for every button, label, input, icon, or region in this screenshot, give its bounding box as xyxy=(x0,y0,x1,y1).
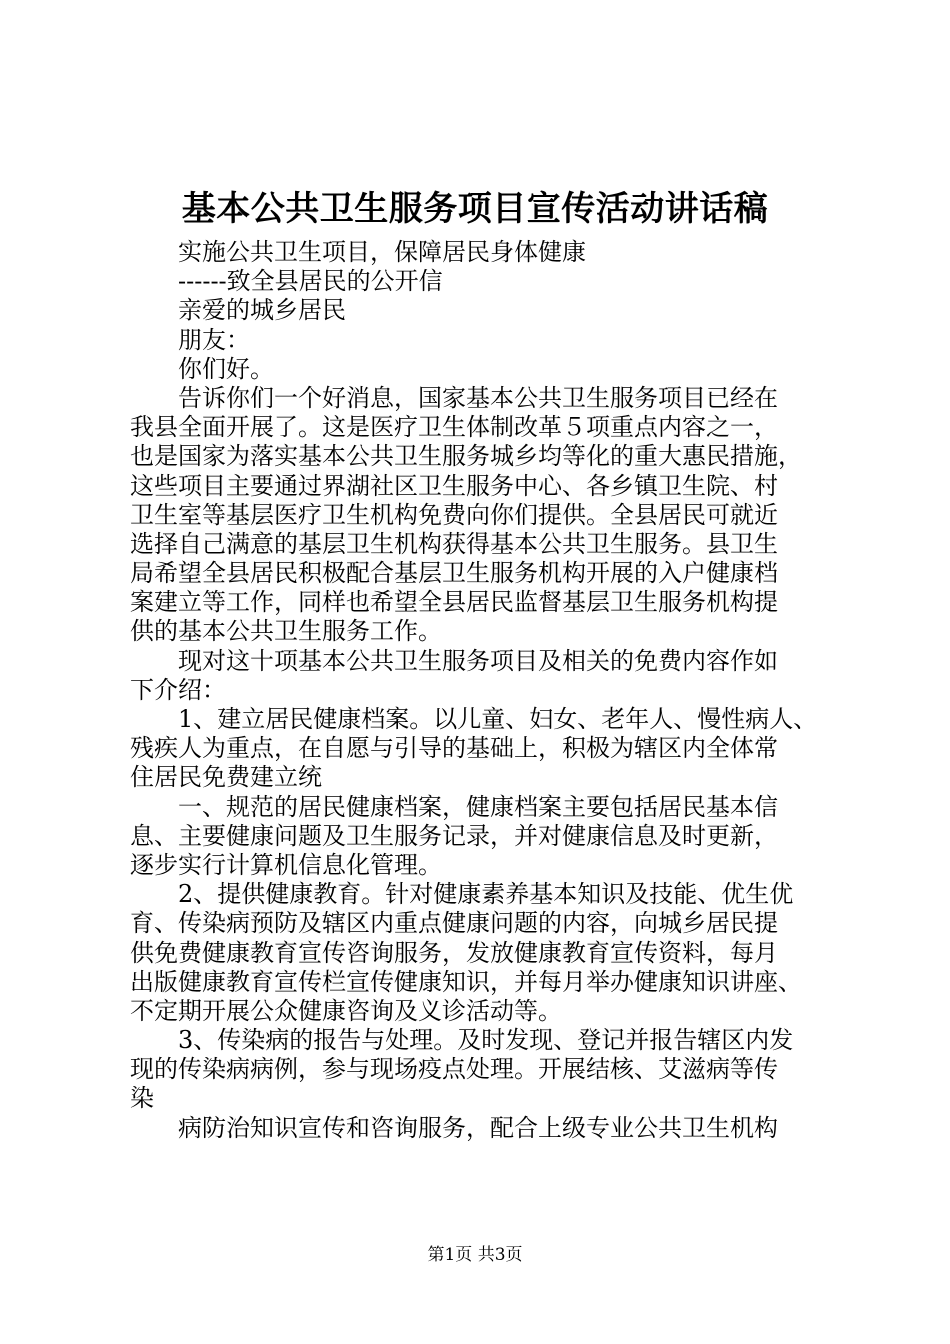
paragraph-line: 选择自己满意的基层卫生机构获得基本公共卫生服务。县卫生 xyxy=(130,529,778,558)
paragraph-line: 住居民免费建立统 xyxy=(130,763,322,792)
paragraph-line: 供的基本公共卫生服务工作。 xyxy=(130,617,442,646)
paragraph-line: 逐步实行计算机信息化管理。 xyxy=(130,850,442,879)
page-footer: 第1页 共3页 xyxy=(427,1245,523,1265)
subtitle-line: 实施公共卫生项目，保障居民身体健康 xyxy=(178,238,586,266)
paragraph-line: 供免费健康教育宣传咨询服务，发放健康教育宣传资料，每月 xyxy=(130,938,778,967)
document-body xyxy=(130,238,830,1143)
paragraph-line: 案建立等工作，同样也希望全县居民监督基层卫生服务机构提 xyxy=(130,588,778,617)
paragraph-line: 残疾人为重点，在自愿与引导的基础上，积极为辖区内全体常 xyxy=(130,734,778,763)
document-title: 基本公共卫生服务项目宣传活动讲话稿 xyxy=(181,189,769,229)
paragraph-line: 2、提供健康教育。针对健康素养基本知识及技能、优生优 xyxy=(178,880,794,909)
paragraph-line: 告诉你们一个好消息，国家基本公共卫生服务项目已经在 xyxy=(178,383,778,412)
paragraph-line: 我县全面开展了。这是医疗卫生体制改革５项重点内容之一， xyxy=(130,413,778,442)
paragraph-line: 出版健康教育宣传栏宣传健康知识，并每月举办健康知识讲座、 xyxy=(130,967,802,996)
paragraph-line: 不定期开展公众健康咨询及义诊活动等。 xyxy=(130,996,562,1025)
paragraph-line: 局希望全县居民积极配合基层卫生服务机构开展的入户健康档 xyxy=(130,559,778,588)
paragraph-line: 育、传染病预防及辖区内重点健康问题的内容，向城乡居民提 xyxy=(130,909,778,938)
paragraph-line: 卫生室等基层医疗卫生机构免费向你们提供。全县居民可就近 xyxy=(130,500,778,529)
paragraph-line: 息、主要健康问题及卫生服务记录，并对健康信息及时更新， xyxy=(130,821,778,850)
paragraph-line: 一、规范的居民健康档案，健康档案主要包括居民基本信 xyxy=(178,792,778,821)
paragraph-line: 现对这十项基本公共卫生服务项目及相关的免费内容作如 xyxy=(178,646,778,675)
salutation-line: 亲爱的城乡居民 xyxy=(178,296,346,325)
subtitle-line: ------致全县居民的公开信 xyxy=(178,267,443,296)
paragraph-line: 病防治知识宣传和咨询服务，配合上级专业公共卫生机构 xyxy=(178,1113,778,1142)
paragraph-line: 3、传染病的报告与处理。及时发现、登记并报告辖区内发 xyxy=(178,1026,794,1055)
paragraph-line: 染 xyxy=(130,1084,154,1113)
paragraph-line: 现的传染病病例，参与现场疫点处理。开展结核、艾滋病等传 xyxy=(130,1055,778,1084)
paragraph-line: 下介绍： xyxy=(130,675,226,704)
salutation-line: 朋友： xyxy=(178,325,250,354)
paragraph-line: 这些项目主要通过界湖社区卫生服务中心、各乡镇卫生院、村 xyxy=(130,471,778,500)
paragraph-line: 1、建立居民健康档案。以儿童、妇女、老年人、慢性病人、 xyxy=(178,705,818,733)
greeting-line: 你们好。 xyxy=(178,354,274,383)
paragraph-line: 也是国家为落实基本公共卫生服务城乡均等化的重大惠民措施， xyxy=(130,442,802,471)
